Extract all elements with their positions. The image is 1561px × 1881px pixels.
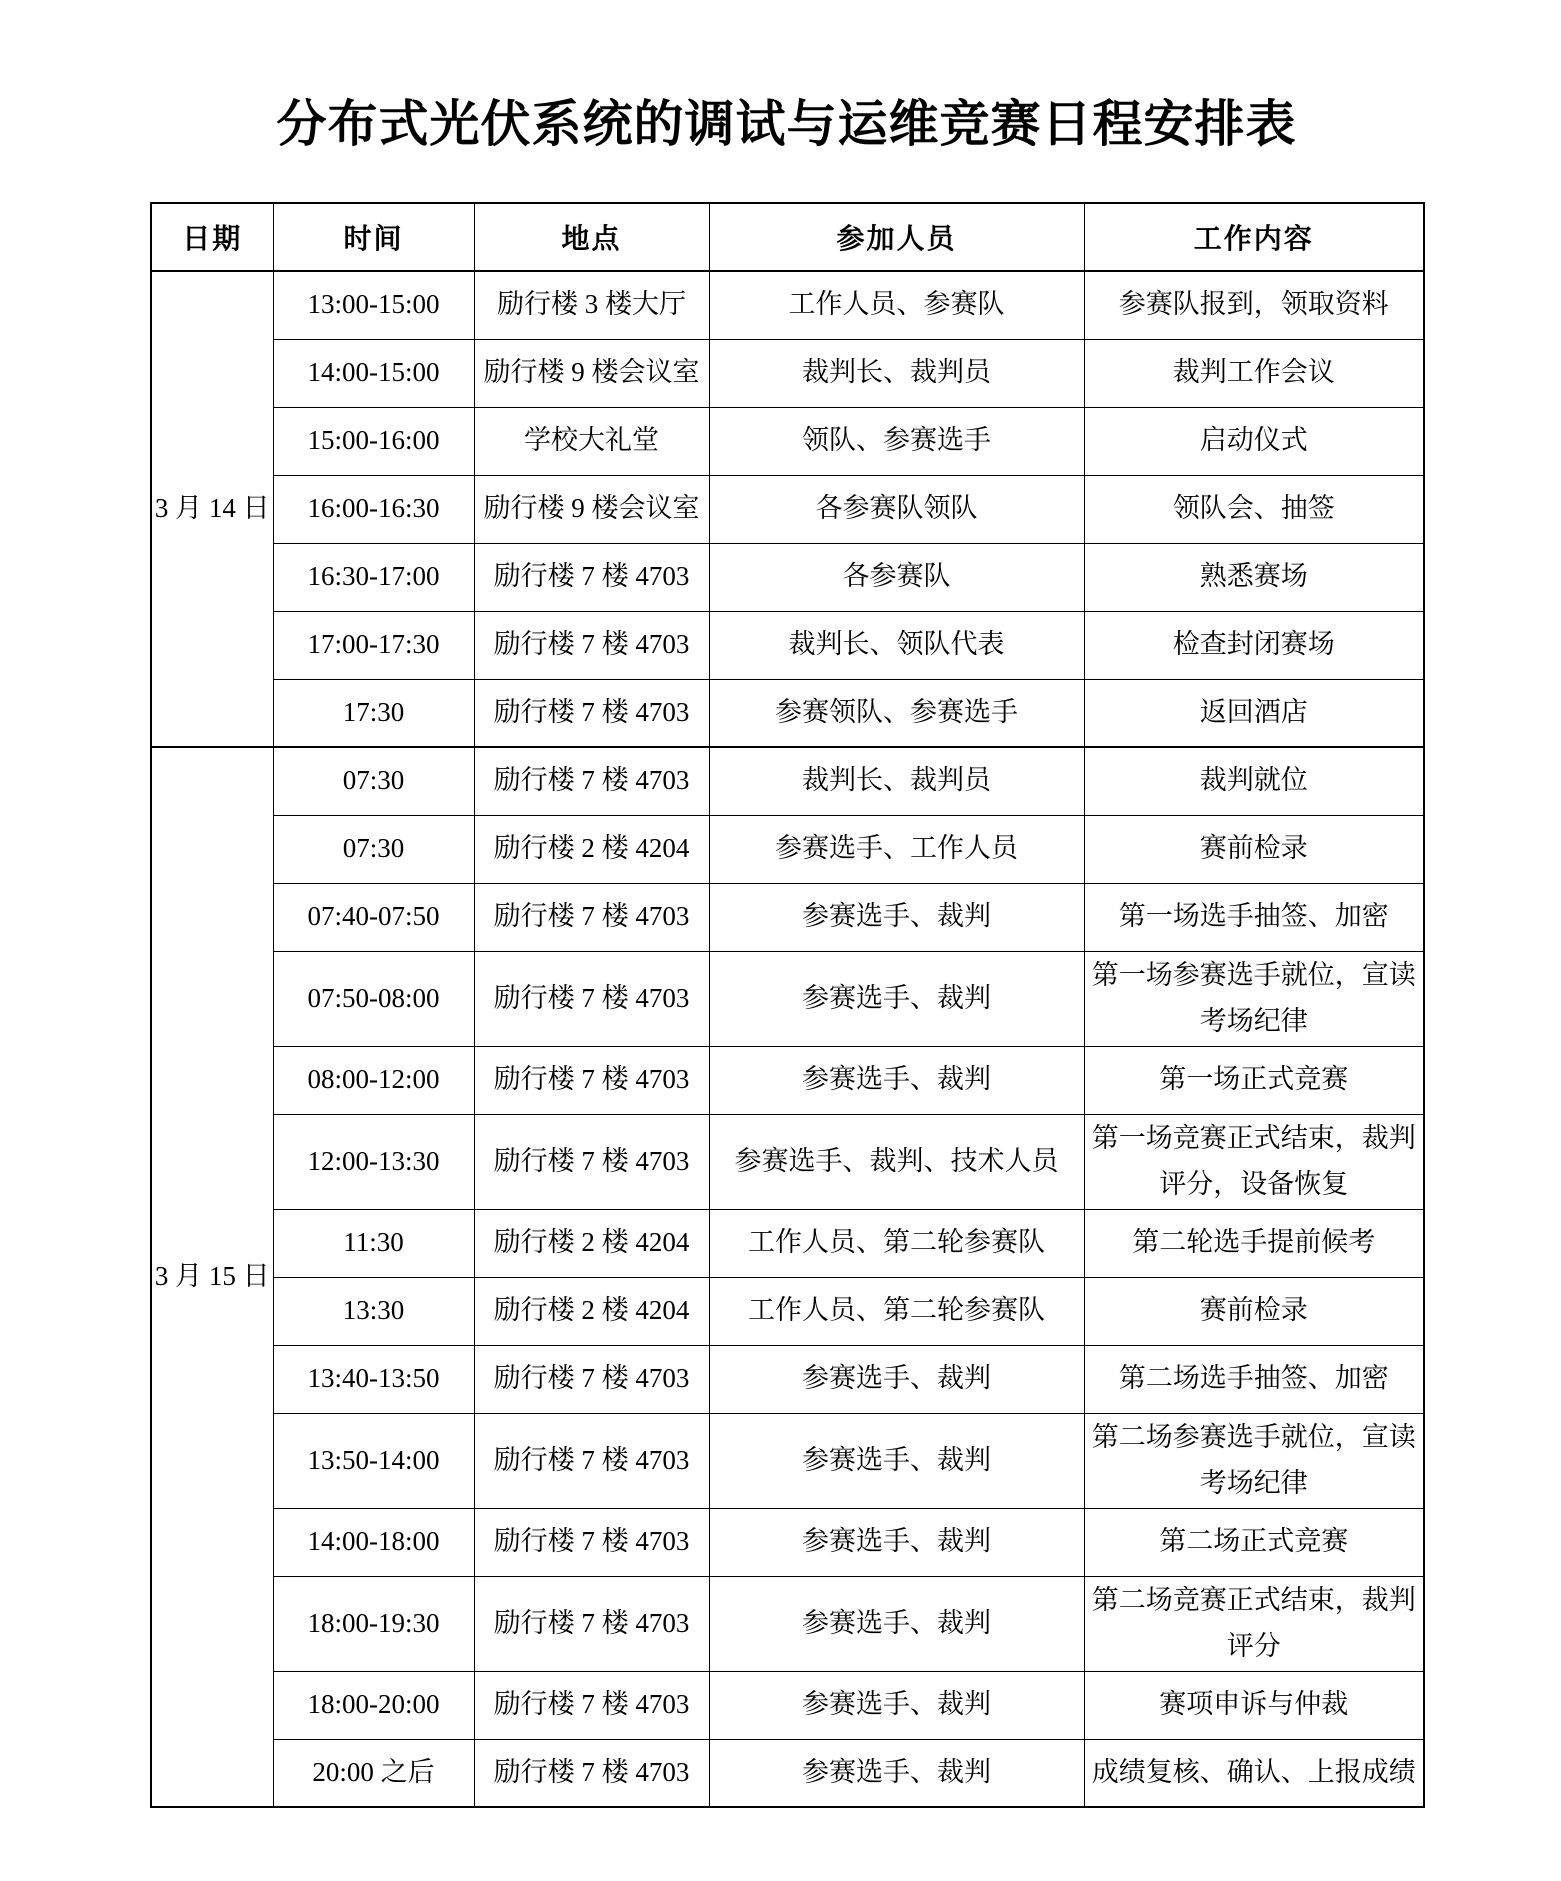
table-row xyxy=(151,407,1424,475)
table-row xyxy=(151,1209,1424,1277)
content-cell: 第一场参赛选手就位，宣读考场纪律 xyxy=(1084,951,1424,1046)
column-header-time: 时间 xyxy=(273,203,474,271)
table-header xyxy=(151,203,1424,271)
time-cell: 13:50-14:00 xyxy=(273,1413,474,1508)
location-cell: 励行楼 7 楼 4703 xyxy=(474,1413,709,1508)
time-cell: 14:00-18:00 xyxy=(273,1508,474,1576)
location-cell: 励行楼 2 楼 4204 xyxy=(474,1277,709,1345)
location-cell: 励行楼 7 楼 4703 xyxy=(474,1046,709,1114)
location-cell: 励行楼 2 楼 4204 xyxy=(474,1209,709,1277)
participants-cell: 领队、参赛选手 xyxy=(709,407,1084,475)
schedule-table xyxy=(150,202,1425,1808)
participants-cell: 参赛选手、裁判 xyxy=(709,1671,1084,1739)
participants-cell: 参赛选手、裁判 xyxy=(709,1413,1084,1508)
location-cell: 励行楼 7 楼 4703 xyxy=(474,1739,709,1807)
content-cell: 裁判就位 xyxy=(1084,747,1424,815)
table-row xyxy=(151,747,1424,815)
time-cell: 07:40-07:50 xyxy=(273,883,474,951)
participants-cell: 参赛选手、裁判 xyxy=(709,951,1084,1046)
table-row xyxy=(151,951,1424,1046)
participants-cell: 参赛选手、工作人员 xyxy=(709,815,1084,883)
time-cell: 17:30 xyxy=(273,679,474,747)
location-cell: 励行楼 7 楼 4703 xyxy=(474,1114,709,1209)
time-cell: 12:00-13:30 xyxy=(273,1114,474,1209)
content-cell: 第二场正式竞赛 xyxy=(1084,1508,1424,1576)
content-cell: 第一场选手抽签、加密 xyxy=(1084,883,1424,951)
content-cell: 第二轮选手提前候考 xyxy=(1084,1209,1424,1277)
content-cell: 启动仪式 xyxy=(1084,407,1424,475)
content-cell: 第一场正式竞赛 xyxy=(1084,1046,1424,1114)
date-cell: 3 月 15 日 xyxy=(151,747,273,1807)
location-cell: 励行楼 9 楼会议室 xyxy=(474,339,709,407)
time-cell: 20:00 之后 xyxy=(273,1739,474,1807)
content-cell: 成绩复核、确认、上报成绩 xyxy=(1084,1739,1424,1807)
location-cell: 励行楼 7 楼 4703 xyxy=(474,611,709,679)
content-cell: 领队会、抽签 xyxy=(1084,475,1424,543)
content-cell: 赛前检录 xyxy=(1084,1277,1424,1345)
participants-cell: 各参赛队领队 xyxy=(709,475,1084,543)
time-cell: 16:00-16:30 xyxy=(273,475,474,543)
table-row xyxy=(151,679,1424,747)
participants-cell: 参赛选手、裁判 xyxy=(709,1576,1084,1671)
table-body xyxy=(151,271,1424,1807)
table-row xyxy=(151,1576,1424,1671)
time-cell: 07:50-08:00 xyxy=(273,951,474,1046)
time-cell: 17:00-17:30 xyxy=(273,611,474,679)
participants-cell: 各参赛队 xyxy=(709,543,1084,611)
content-cell: 第一场竞赛正式结束，裁判评分，设备恢复 xyxy=(1084,1114,1424,1209)
page-title: 分布式光伏系统的调试与运维竞赛日程安排表 xyxy=(276,96,1297,152)
table-row xyxy=(151,1671,1424,1739)
location-cell: 励行楼 7 楼 4703 xyxy=(474,747,709,815)
participants-cell: 参赛选手、裁判 xyxy=(709,1345,1084,1413)
time-cell: 18:00-19:30 xyxy=(273,1576,474,1671)
content-cell: 检查封闭赛场 xyxy=(1084,611,1424,679)
location-cell: 励行楼 7 楼 4703 xyxy=(474,951,709,1046)
table-row xyxy=(151,1046,1424,1114)
time-cell: 16:30-17:00 xyxy=(273,543,474,611)
participants-cell: 参赛选手、裁判 xyxy=(709,1739,1084,1807)
location-cell: 励行楼 9 楼会议室 xyxy=(474,475,709,543)
table-row xyxy=(151,1508,1424,1576)
location-cell: 励行楼 7 楼 4703 xyxy=(474,883,709,951)
time-cell: 18:00-20:00 xyxy=(273,1671,474,1739)
time-cell: 08:00-12:00 xyxy=(273,1046,474,1114)
table-row xyxy=(151,815,1424,883)
content-cell: 返回酒店 xyxy=(1084,679,1424,747)
column-header-content: 工作内容 xyxy=(1084,203,1424,271)
table-row xyxy=(151,475,1424,543)
time-cell: 15:00-16:00 xyxy=(273,407,474,475)
participants-cell: 工作人员、第二轮参赛队 xyxy=(709,1277,1084,1345)
participants-cell: 参赛选手、裁判 xyxy=(709,1046,1084,1114)
column-header-date: 日期 xyxy=(151,203,273,271)
location-cell: 学校大礼堂 xyxy=(474,407,709,475)
time-cell: 13:30 xyxy=(273,1277,474,1345)
location-cell: 励行楼 7 楼 4703 xyxy=(474,1576,709,1671)
table-row xyxy=(151,883,1424,951)
table-row xyxy=(151,339,1424,407)
location-cell: 励行楼 3 楼大厅 xyxy=(474,271,709,339)
content-cell: 裁判工作会议 xyxy=(1084,339,1424,407)
time-cell: 14:00-15:00 xyxy=(273,339,474,407)
participants-cell: 裁判长、领队代表 xyxy=(709,611,1084,679)
participants-cell: 参赛领队、参赛选手 xyxy=(709,679,1084,747)
location-cell: 励行楼 7 楼 4703 xyxy=(474,1345,709,1413)
time-cell: 13:00-15:00 xyxy=(273,271,474,339)
location-cell: 励行楼 7 楼 4703 xyxy=(474,543,709,611)
participants-cell: 参赛选手、裁判 xyxy=(709,883,1084,951)
location-cell: 励行楼 7 楼 4703 xyxy=(474,1508,709,1576)
participants-cell: 工作人员、第二轮参赛队 xyxy=(709,1209,1084,1277)
date-cell: 3 月 14 日 xyxy=(151,271,273,747)
content-cell: 参赛队报到，领取资料 xyxy=(1084,271,1424,339)
header-row xyxy=(151,203,1424,271)
content-cell: 第二场竞赛正式结束，裁判评分 xyxy=(1084,1576,1424,1671)
location-cell: 励行楼 7 楼 4703 xyxy=(474,679,709,747)
content-cell: 熟悉赛场 xyxy=(1084,543,1424,611)
time-cell: 11:30 xyxy=(273,1209,474,1277)
participants-cell: 参赛选手、裁判、技术人员 xyxy=(709,1114,1084,1209)
participants-cell: 裁判长、裁判员 xyxy=(709,339,1084,407)
table-row xyxy=(151,543,1424,611)
content-cell: 第二场参赛选手就位，宣读考场纪律 xyxy=(1084,1413,1424,1508)
location-cell: 励行楼 2 楼 4204 xyxy=(474,815,709,883)
column-header-participants: 参加人员 xyxy=(709,203,1084,271)
participants-cell: 裁判长、裁判员 xyxy=(709,747,1084,815)
content-cell: 赛前检录 xyxy=(1084,815,1424,883)
table-row xyxy=(151,1739,1424,1807)
table-row xyxy=(151,271,1424,339)
participants-cell: 参赛选手、裁判 xyxy=(709,1508,1084,1576)
location-cell: 励行楼 7 楼 4703 xyxy=(474,1671,709,1739)
table-row xyxy=(151,1277,1424,1345)
table-row xyxy=(151,1114,1424,1209)
content-cell: 赛项申诉与仲裁 xyxy=(1084,1671,1424,1739)
table-row xyxy=(151,1345,1424,1413)
table-row xyxy=(151,611,1424,679)
column-header-location: 地点 xyxy=(474,203,709,271)
time-cell: 07:30 xyxy=(273,815,474,883)
table-row xyxy=(151,1413,1424,1508)
content-cell: 第二场选手抽签、加密 xyxy=(1084,1345,1424,1413)
time-cell: 07:30 xyxy=(273,747,474,815)
time-cell: 13:40-13:50 xyxy=(273,1345,474,1413)
participants-cell: 工作人员、参赛队 xyxy=(709,271,1084,339)
